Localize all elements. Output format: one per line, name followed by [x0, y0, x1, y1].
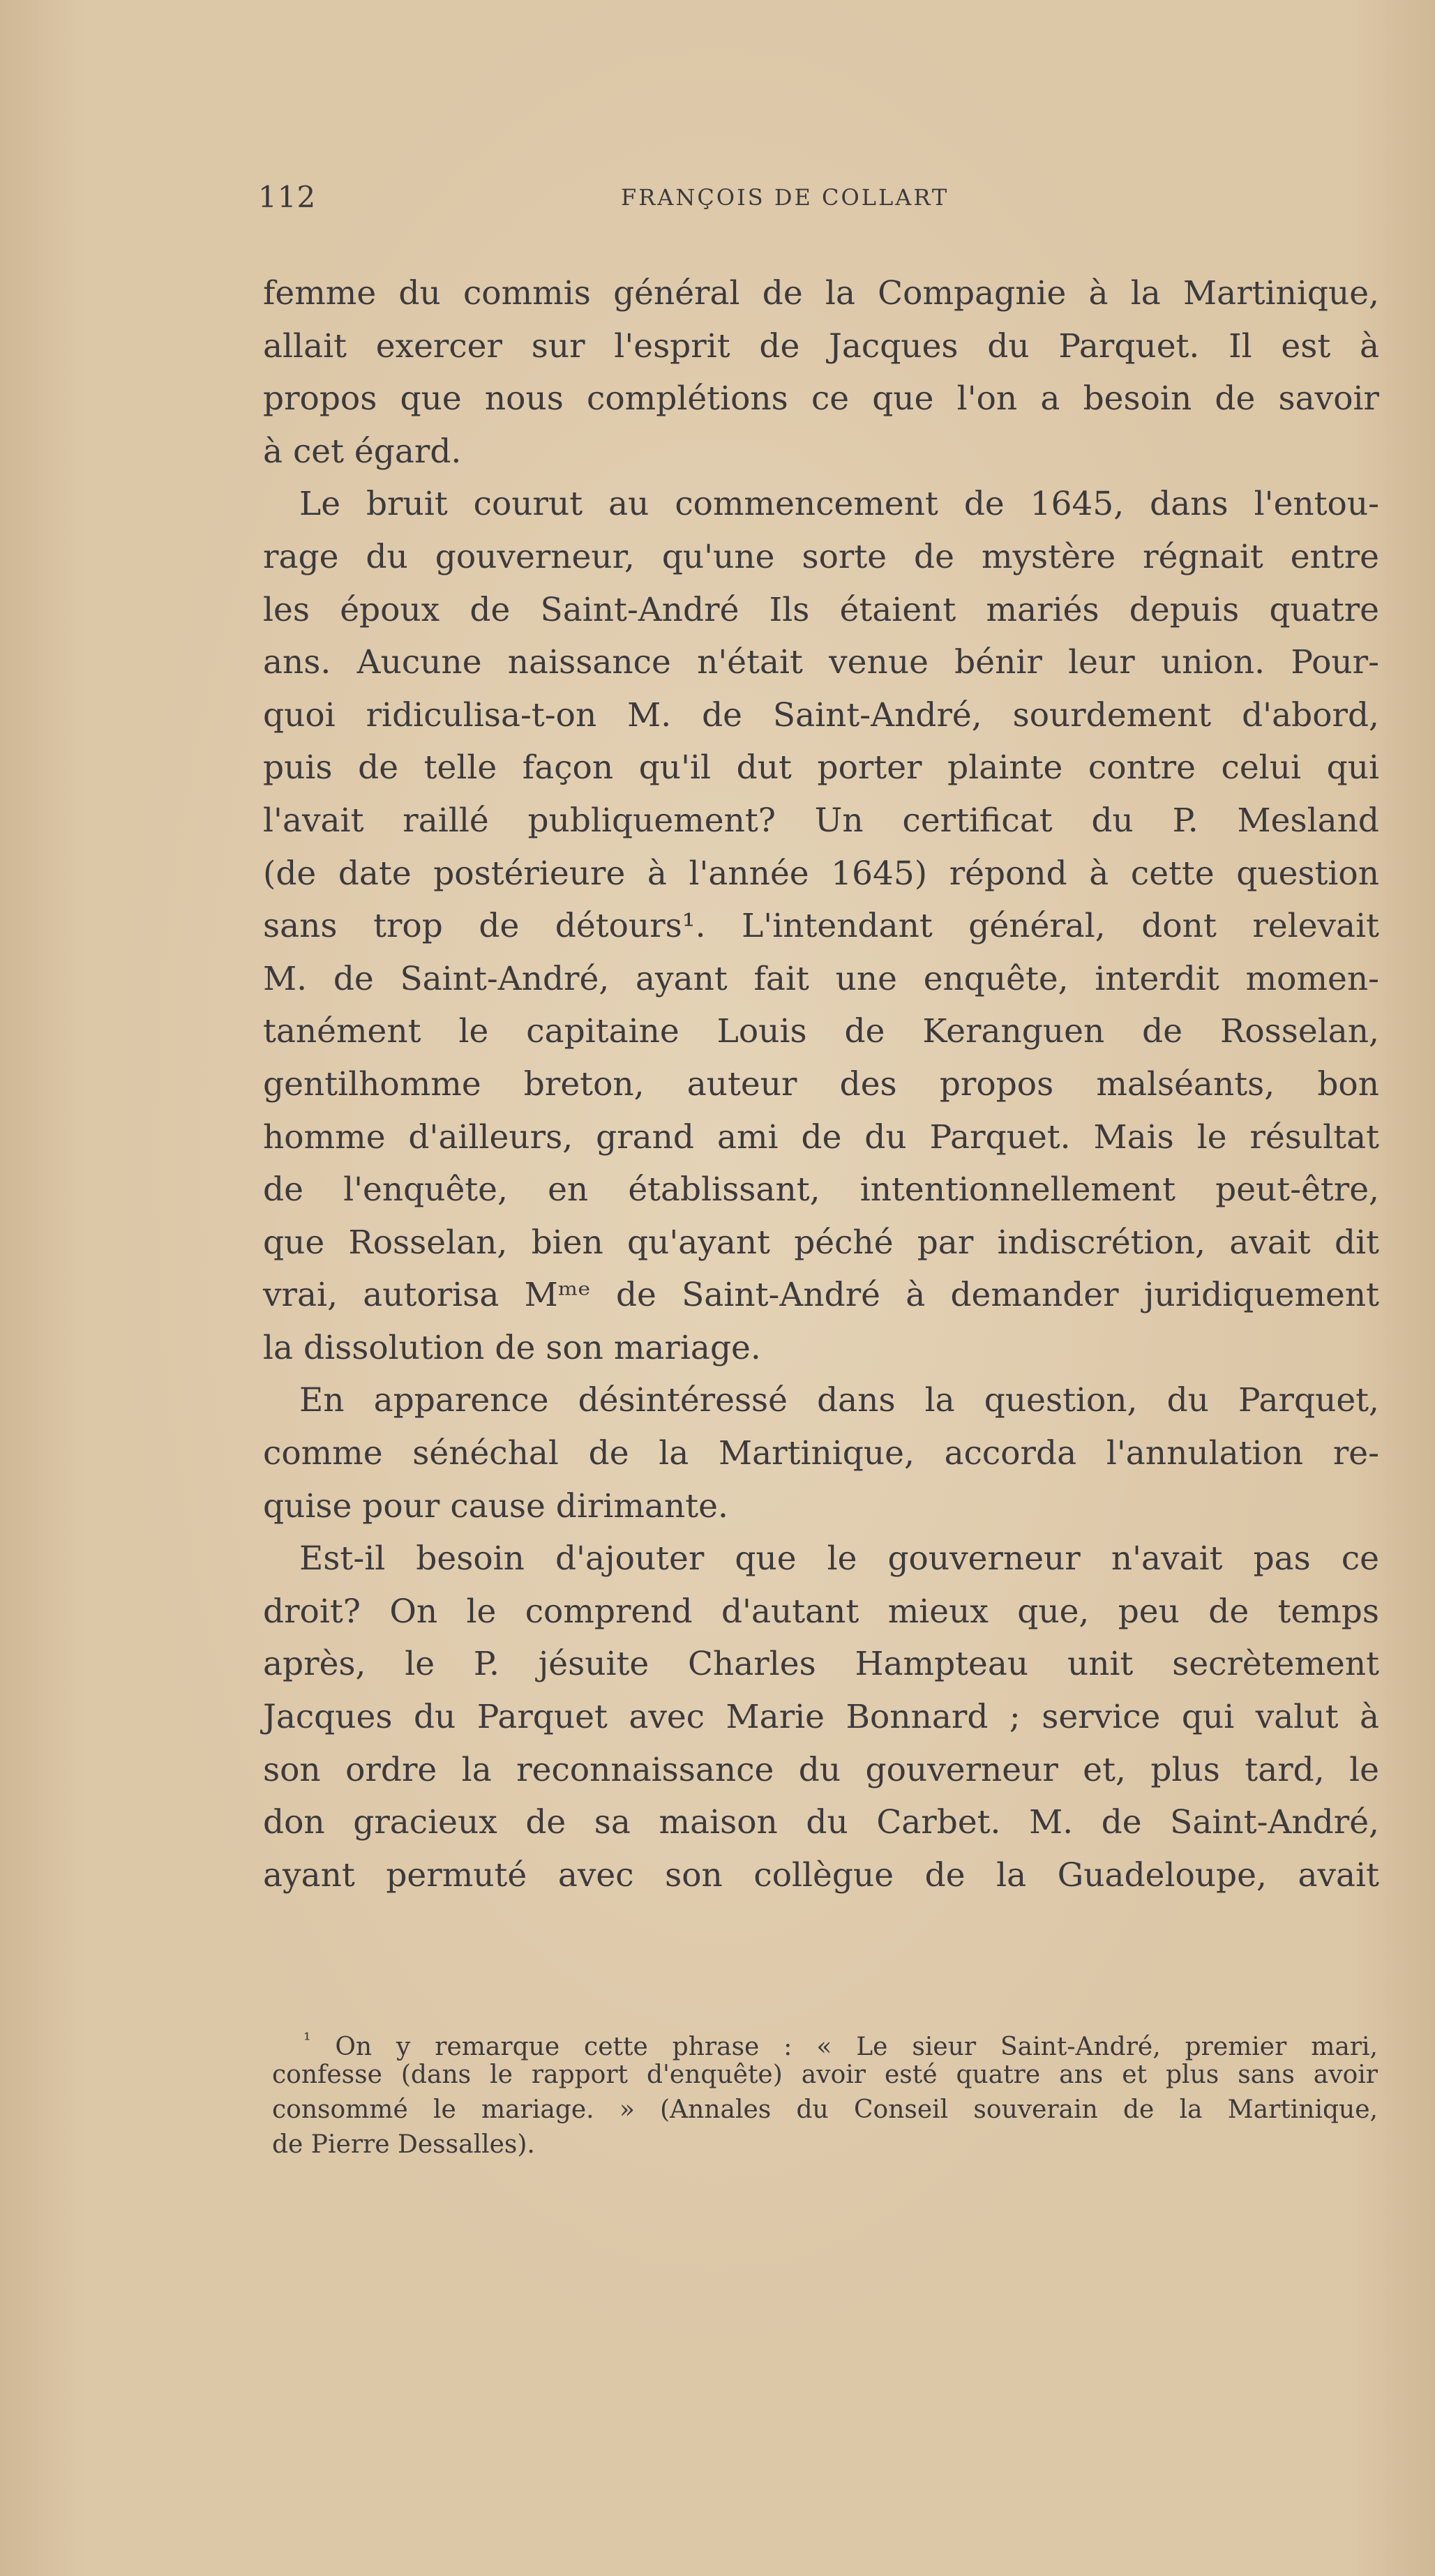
footnote — [272, 2023, 1378, 2162]
running-head — [258, 180, 1374, 229]
text-line: ayant permuté avec son collègue de la Guadeloupe, avait — [263, 1855, 1379, 1895]
page-number: 112 — [258, 180, 317, 214]
text-line: la dissolution de son mariage. — [263, 1328, 761, 1367]
text-line: l'avait raillé publiquement? Un certificat du P. Mesland — [263, 801, 1379, 840]
text-line: comme sénéchal de la Martinique, accorda l'annulation re- — [263, 1434, 1379, 1473]
text-line: ans. Aucune naissance n'était venue bénir leur union. Pour- — [263, 643, 1379, 682]
text-line: rage du gouverneur, qu'une sorte de mystère régnait entre — [263, 537, 1379, 576]
text-line: femme du commis général de la Compagnie à la Martinique, — [263, 274, 1379, 312]
body-text — [263, 267, 1379, 1901]
text-line: allait exercer sur l'esprit de Jacques du Parquet. Il est à — [263, 326, 1379, 366]
running-title: FRANÇOIS DE COLLART — [621, 184, 949, 211]
text-line: Jacques du Parquet avec Marie Bonnard ; service qui valut à — [263, 1698, 1379, 1737]
footnote-marker: ¹ — [303, 2030, 311, 2051]
text-line: (de date postérieure à l'année 1645) répond à cette question — [263, 854, 1379, 893]
text-line: homme d'ailleurs, grand ami de du Parquet. Mais le résultat — [263, 1117, 1379, 1157]
text-line: droit? On le comprend d'autant mieux que, peu de temps — [263, 1592, 1379, 1631]
text-line: son ordre la reconnaissance du gouverneur et, plus tard, le — [263, 1750, 1379, 1789]
text-line: M. de Saint-André, ayant fait une enquête, interdit momen- — [263, 959, 1379, 998]
text-line: puis de telle façon qu'il dut porter plainte contre celui qui — [263, 748, 1379, 788]
text-line: que Rosselan, bien qu'ayant péché par indiscrétion, avait dit — [263, 1223, 1379, 1262]
footnote-line: de Pierre Dessalles). — [272, 2130, 535, 2159]
footnote-text: On y remarque cette phrase : « Le sieur Saint-André, premier mari, — [335, 2033, 1378, 2061]
text-line: vrai, autorisa Mᵐᵉ de Saint-André à demander juridiquement — [263, 1276, 1379, 1315]
footnote-line: consommé le mariage. » (Annales du Conseil souverain de la Martinique, — [272, 2095, 1378, 2124]
text-line: propos que nous complétions ce que l'on a besoin de savoir — [263, 379, 1379, 419]
text-line: les époux de Saint-André Ils étaient mariés depuis quatre — [263, 590, 1379, 629]
text-line: gentilhomme breton, auteur des propos malséants, bon — [263, 1064, 1379, 1104]
footnote-line — [272, 2023, 1378, 2061]
paragraph-start-line: En apparence désintéressé dans la question, du Parquet, — [299, 1381, 1379, 1420]
text-line: tanément le capitaine Louis de Keranguen de Rosselan, — [263, 1012, 1379, 1051]
text-line: sans trop de détours¹. L'intendant général, dont relevait — [263, 907, 1379, 946]
footnote-line: confesse (dans le rapport d'enquête) avoir esté quatre ans et plus sans avoir — [272, 2061, 1378, 2089]
paragraph-start-line: Le bruit courut au commencement de 1645, dans l'entou- — [299, 485, 1379, 524]
text-line: après, le P. jésuite Charles Hampteau unit secrètement — [263, 1645, 1379, 1684]
text-line: quoi ridiculisa-t-on M. de Saint-André, sourdement d'abord, — [263, 695, 1379, 735]
text-line: de l'enquête, en établissant, intentionnellement peut-être, — [263, 1170, 1379, 1210]
text-line: quise pour cause dirimante. — [263, 1486, 728, 1526]
text-line: don gracieux de sa maison du Carbet. M. de Saint-André, — [263, 1803, 1379, 1842]
text-line: à cet égard. — [263, 432, 462, 471]
paragraph-start-line: Est-il besoin d'ajouter que le gouverneur n'avait pas ce — [299, 1539, 1379, 1579]
